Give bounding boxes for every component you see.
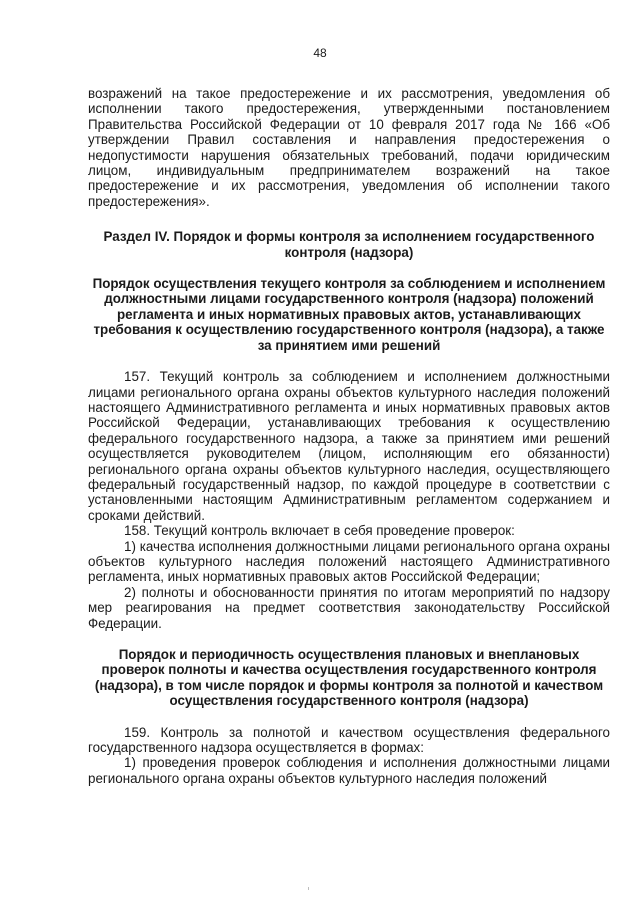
paragraph-continuation: возражений на такое предостережение и их рассмотрения, уведомления об исполнении такого предостережения, утвержденными постановлением Правительства Российской Федерации от 10 февраля 2017 года № 166 «Об утверждении Правил составления и направления предостережения о недопустимости нарушения обязательных требований, подачи юридическим лицом, индивидуальным предпринимателем возражений на такое предостережение и их рассмотрения, уведомления об исполнении такого предостережения». (88, 86, 610, 209)
subsection-heading-inspections: Порядок и периодичность осуществления плановых и внеплановых проверок полноты и качества осуществления государственного контроля (надзора), в том числе порядок и формы контроля за полнотой и качеством осуществления государственного контроля (надзора) (94, 647, 604, 709)
subsection-heading-current-control: Порядок осуществления текущего контроля за соблюдением и исполнением должностными лицами государственного контроля (надзора) положений регламента и иных нормативных правовых актов, устанавливающих требования к осуществлению государственного контроля (надзора), а также за принятием ими решений (92, 276, 606, 353)
page-content (88, 86, 610, 786)
list-item-158-2: 2) полноты и обоснованности принятия по итогам мероприятий по надзору мер реагирования на предмет соответствия законодательству Российской Федерации. (88, 584, 610, 631)
list-item-158-1: 1) качества исполнения должностными лицами регионального органа охраны объектов культурного наследия положений настоящего Административного регламента, иных нормативных правовых актов Российской Федерации; (88, 538, 610, 585)
paragraph-158: 158. Текущий контроль включает в себя проведение проверок: (124, 523, 515, 539)
list-item-159-1: 1) проведения проверок соблюдения и исполнения должностными лицами регионального органа охраны объектов культурного наследия положений (88, 755, 610, 786)
page-number: 48 (313, 46, 327, 60)
paragraph-159: 159. Контроль за полнотой и качеством осуществления федерального государственного надзора осуществляется в формах: (88, 724, 610, 756)
paragraph-157: 157. Текущий контроль за соблюдением и исполнением должностными лицами регионального органа охраны объектов культурного наследия положений настоящего Административного регламента и иных нормативных правовых актов Российской Федерации, устанавливающих требования к осуществлению федерального государственного надзора, а также за принятием ими решений осуществляется руководителем (лицом, исполняющим его обязанности) регионального органа охраны объектов культурного наследия, осуществляющего федеральный государственный надзор, по каждой процедуре в соответствии с установленными настоящим Административным регламентом содержанием и сроками действий. (88, 369, 610, 523)
section-heading: Раздел IV. Порядок и формы контроля за исполнением государственного контроля (надзора) (103, 229, 595, 260)
scan-mark (308, 887, 309, 890)
